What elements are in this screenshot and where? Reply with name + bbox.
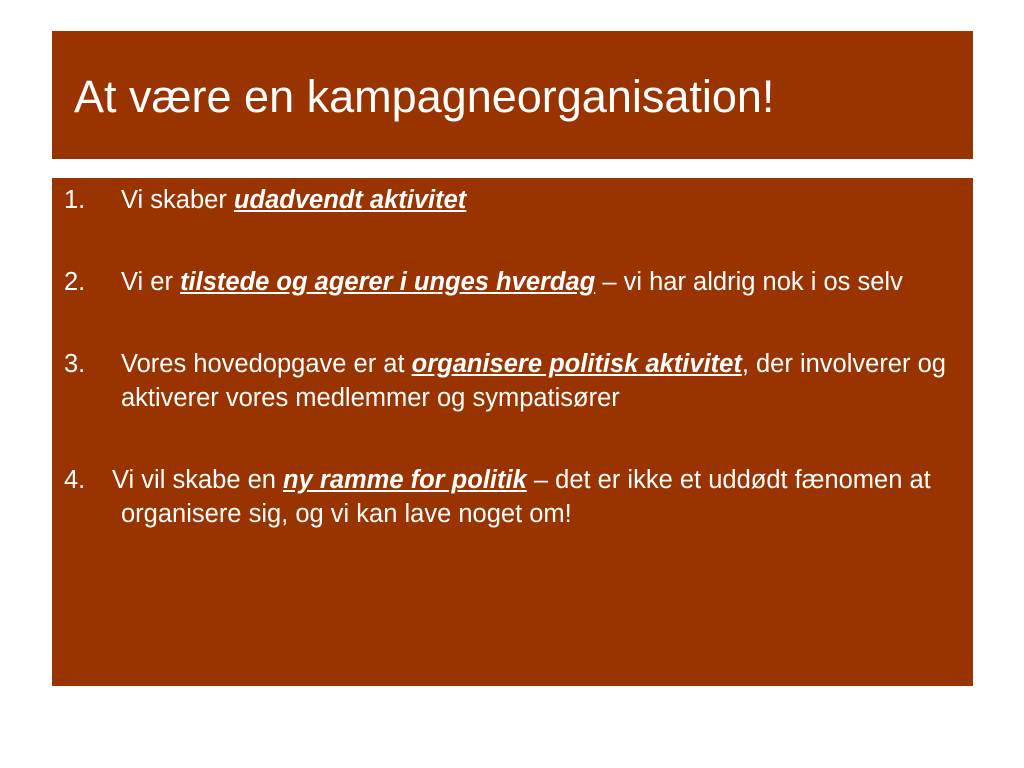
item-text-after: , der involverer og aktiverer vores medlemmer og sympatisører (121, 350, 946, 412)
slide-title: At være en kampagneorganisation! (74, 71, 775, 123)
item-text-before: Vi er (121, 268, 181, 296)
item-text-before: Vores hovedopgave er at (121, 350, 412, 378)
item-text-after: – det er ikke et uddødt fænomen at organisere sig, og vi kan lave noget om! (121, 466, 931, 528)
item-number: 3. (64, 350, 86, 378)
item-text-before: Vi vil skabe en (112, 466, 284, 494)
item-number: 4. (64, 466, 86, 494)
item-text (64, 183, 961, 217)
list-item-1 (64, 183, 961, 217)
item-number: 2. (64, 268, 86, 296)
item-emphasis: tilstede og agerer i unges hverdag (180, 268, 596, 296)
list-item-4 (64, 463, 961, 531)
title-box (52, 31, 973, 159)
item-emphasis: ny ramme for politik (283, 466, 527, 494)
item-text (64, 347, 961, 415)
item-text (64, 265, 961, 299)
list-item-3 (64, 347, 961, 415)
item-text-after: – vi har aldrig nok i os selv (595, 268, 903, 296)
item-text-before: Vi skaber (121, 186, 234, 214)
item-number: 1. (64, 186, 86, 214)
item-emphasis: udadvendt aktivitet (233, 186, 467, 214)
item-text (64, 463, 961, 531)
list-item-2 (64, 265, 961, 299)
item-emphasis: organisere politisk aktivitet (411, 350, 742, 378)
content-box (52, 178, 973, 686)
